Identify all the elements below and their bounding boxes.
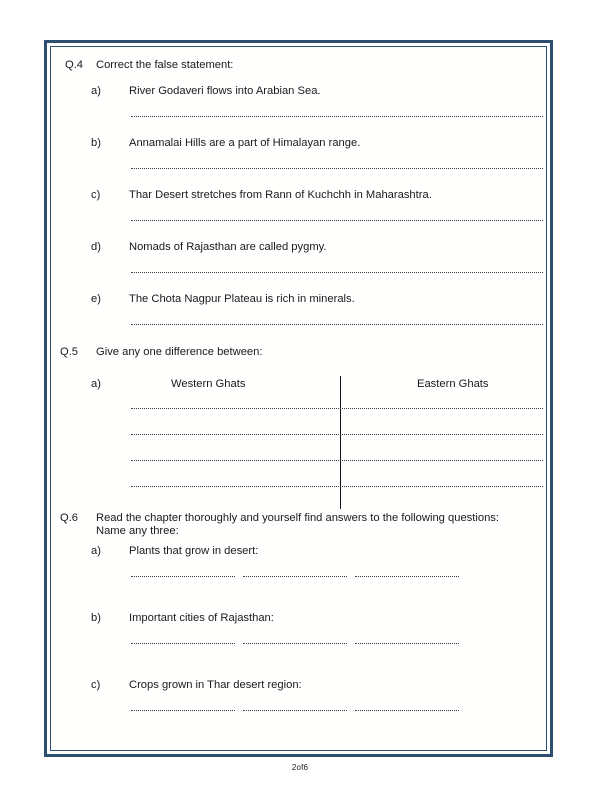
q5-right-column-heading: Eastern Ghats — [417, 378, 489, 390]
q6-item-c-answer-segment-3[interactable] — [355, 709, 459, 711]
q5-left-column-heading: Western Ghats — [171, 378, 246, 390]
q6-item-c-answer-segment-2[interactable] — [243, 709, 347, 711]
page-footer — [0, 763, 600, 772]
q4-item-b-text: Annamalai Hills are a part of Himalayan range. — [129, 137, 361, 149]
question-prompt-q6-line2: Name any three: — [96, 525, 179, 537]
q6-item-a-text: Plants that grow in desert: — [129, 545, 259, 557]
worksheet-page-frame-inner — [50, 46, 547, 751]
q4-item-c-answer-line[interactable] — [131, 219, 543, 221]
q6-item-a-answer-segment-2[interactable] — [243, 575, 347, 577]
q4-item-d-answer-line[interactable] — [131, 271, 543, 273]
worksheet-content — [51, 47, 546, 750]
q4-item-a-text: River Godaveri flows into Arabian Sea. — [129, 85, 321, 97]
q5-answer-line-4[interactable] — [131, 485, 543, 487]
worksheet-page-frame — [44, 40, 553, 757]
question-prompt-q6-line1: Read the chapter thoroughly and yourself find answers to the following questions: — [96, 512, 499, 524]
q5-item-a-marker: a) — [91, 378, 101, 390]
question-number-q6: Q.6 — [60, 512, 79, 524]
q4-item-e-marker: e) — [91, 293, 101, 305]
q5-column-divider — [340, 376, 341, 509]
question-number-q4: Q.4 — [65, 59, 84, 71]
q4-item-e-text: The Chota Nagpur Plateau is rich in minerals. — [129, 293, 355, 305]
question-prompt-q4: Correct the false statement: — [96, 59, 234, 71]
q6-item-b-answer-segment-3[interactable] — [355, 642, 459, 644]
q5-answer-line-3[interactable] — [131, 459, 543, 461]
q4-item-b-marker: b) — [91, 137, 101, 149]
q4-item-e-answer-line[interactable] — [131, 323, 543, 325]
page-number: 2of6 — [291, 763, 309, 772]
q4-item-d-text: Nomads of Rajasthan are called pygmy. — [129, 241, 327, 253]
q6-item-c-answer-segment-1[interactable] — [131, 709, 235, 711]
question-number-q5: Q.5 — [60, 346, 79, 358]
q6-item-b-text: Important cities of Rajasthan: — [129, 612, 274, 624]
q5-answer-line-2[interactable] — [131, 433, 543, 435]
q4-item-c-text: Thar Desert stretches from Rann of Kuchchh in Maharashtra. — [129, 189, 432, 201]
q6-item-b-answer-segment-2[interactable] — [243, 642, 347, 644]
q6-item-c-marker: c) — [91, 679, 101, 691]
q6-item-c-text: Crops grown in Thar desert region: — [129, 679, 302, 691]
q4-item-c-marker: c) — [91, 189, 101, 201]
q4-item-a-answer-line[interactable] — [131, 115, 543, 117]
q6-item-b-marker: b) — [91, 612, 101, 624]
question-prompt-q5: Give any one difference between: — [96, 346, 263, 358]
q6-item-b-answer-segment-1[interactable] — [131, 642, 235, 644]
q6-item-a-answer-segment-1[interactable] — [131, 575, 235, 577]
q4-item-b-answer-line[interactable] — [131, 167, 543, 169]
q6-item-a-answer-segment-3[interactable] — [355, 575, 459, 577]
q4-item-a-marker: a) — [91, 85, 101, 97]
q4-item-d-marker: d) — [91, 241, 101, 253]
q5-answer-line-1[interactable] — [131, 407, 543, 409]
q6-item-a-marker: a) — [91, 545, 101, 557]
